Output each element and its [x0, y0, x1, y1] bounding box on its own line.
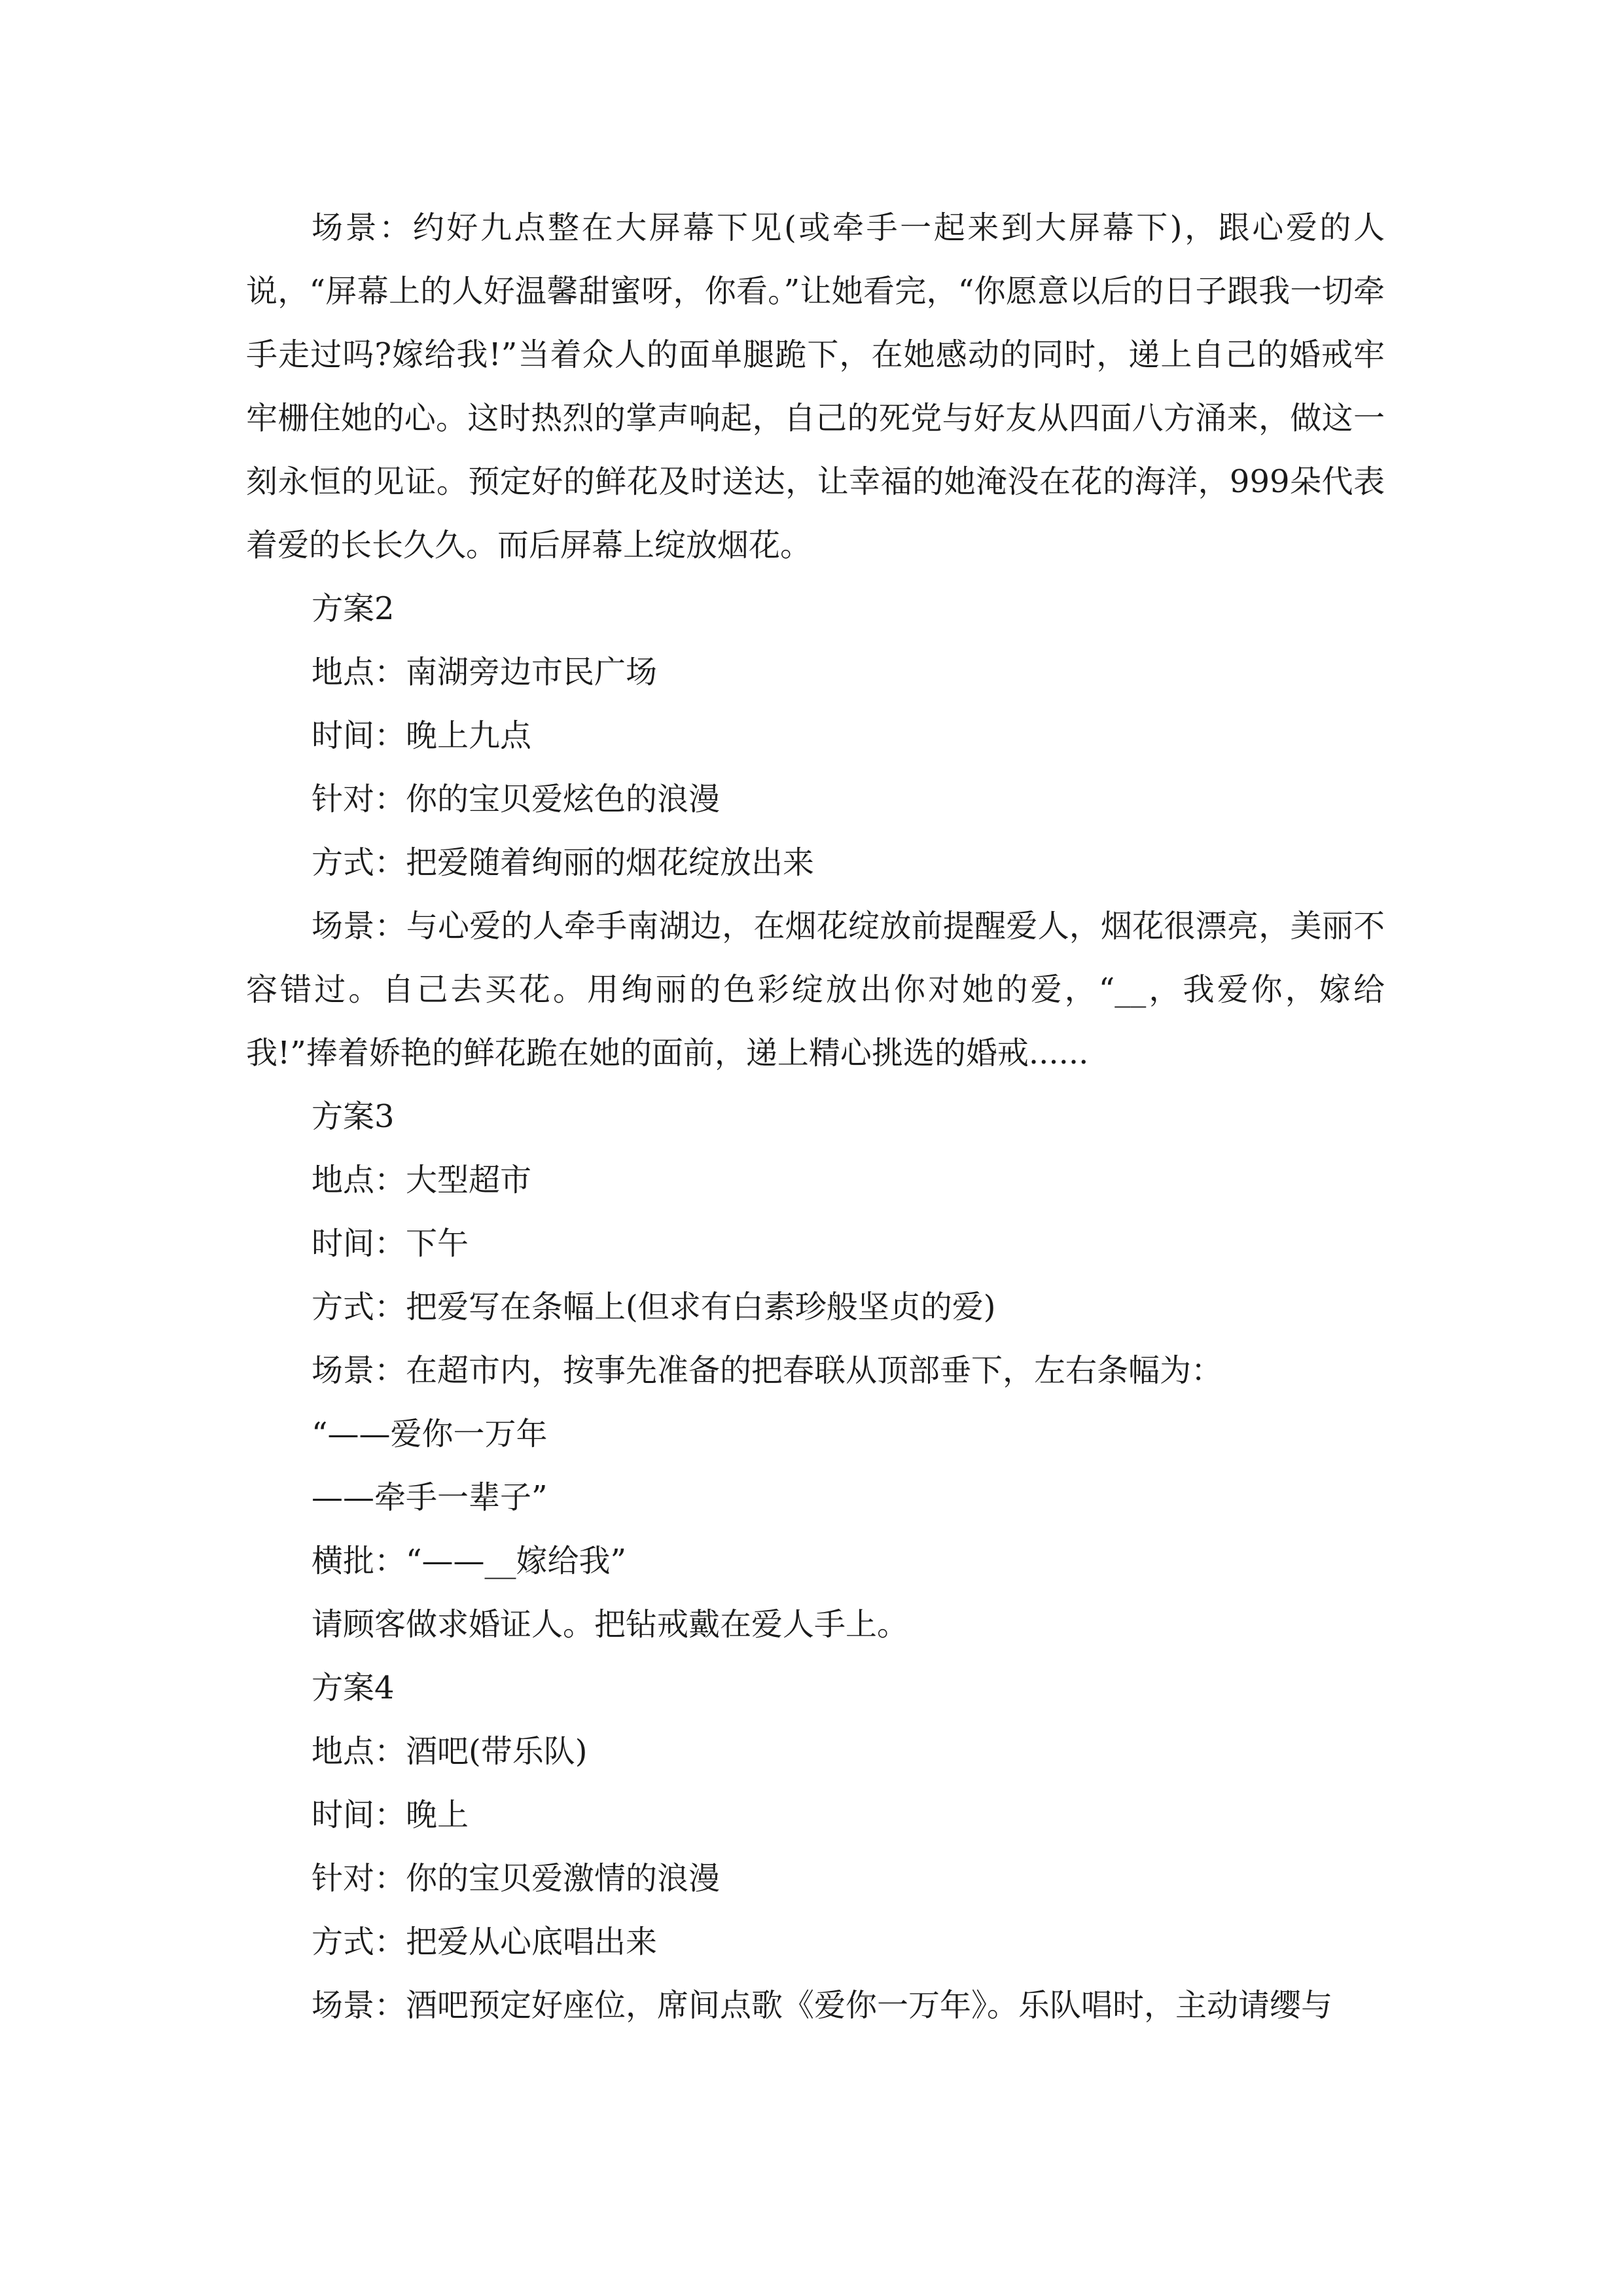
couplet-line: “——爱你一万年	[312, 1416, 548, 1452]
body-line: 请顾客做求婚证人。把钻戒戴在爱人手上。	[312, 1606, 909, 1643]
method-line: 方式：把爱从心底唱出来	[312, 1924, 658, 1960]
document-body	[246, 196, 1385, 2037]
time-line: 时间：晚上	[312, 1797, 469, 1833]
time-line: 时间：晚上九点	[312, 717, 532, 754]
time-line: 时间：下午	[312, 1225, 469, 1262]
couplet-line: ——牵手一辈子”	[312, 1479, 548, 1516]
location-line: 地点：南湖旁边市民广场	[312, 654, 658, 691]
plan-heading: 方案4	[312, 1670, 395, 1706]
scene-paragraph: 场景：与心爱的人牵手南湖边，在烟花绽放前提醒爱人，烟花很漂亮，美丽不容错过。自己去买花。用绚丽的色彩绽放出你对她的爱，“__，我爱你，嫁给我!”捧着娇艳的鲜花跪在她的面前，递上精心挑选的婚戒......	[246, 908, 1385, 1071]
plan-heading: 方案3	[312, 1098, 395, 1135]
target-line: 针对：你的宝贝爱炫色的浪漫	[312, 781, 721, 817]
scene-paragraph: 场景：酒吧预定好座位，席间点歌《爱你一万年》。乐队唱时，主动请缨与	[312, 1987, 1333, 2024]
scene-paragraph: 场景：在超市内，按事先准备的把春联从顶部垂下，左右条幅为：	[312, 1352, 1223, 1389]
scene-paragraph: 场景：约好九点整在大屏幕下见(或牵手一起来到大屏幕下)，跟心爱的人说，“屏幕上的人好温馨甜蜜呀，你看。”让她看完，“你愿意以后的日子跟我一切牵手走过吗?嫁给我!”当着众人的面单腿跪下，在她感动的同时，递上自己的婚戒牢牢栅住她的心。这时热烈的掌声响起，自己的死党与好友从四面八方涌来，做这一刻永恒的见证。预定好的鲜花及时送达，让幸福的她淹没在花的海洋，999朵代表着爱的长长久久。而后屏幕上绽放烟花。	[246, 209, 1385, 564]
method-line: 方式：把爱写在条幅上(但求有白素珍般坚贞的爱)	[312, 1289, 996, 1325]
plan-heading: 方案2	[312, 590, 395, 627]
location-line: 地点：大型超市	[312, 1162, 532, 1198]
location-line: 地点：酒吧(带乐队)	[312, 1733, 588, 1770]
banner-line: 横批：“——__嫁给我”	[312, 1543, 627, 1579]
method-line: 方式：把爱随着绚丽的烟花绽放出来	[312, 844, 815, 881]
target-line: 针对：你的宝贝爱激情的浪漫	[312, 1860, 721, 1897]
